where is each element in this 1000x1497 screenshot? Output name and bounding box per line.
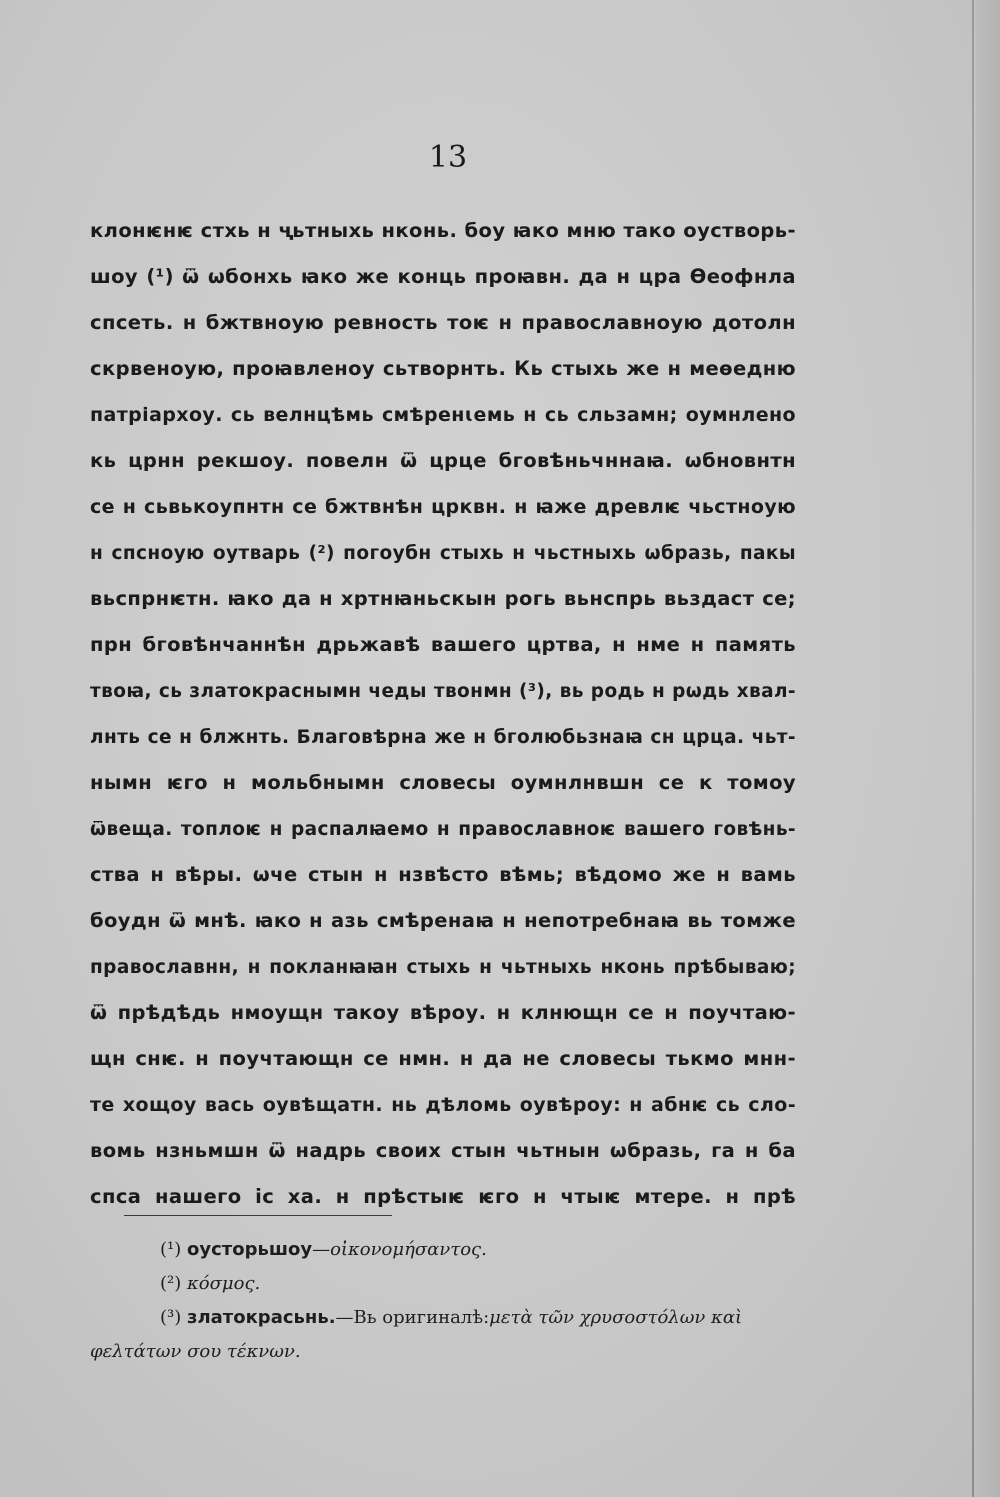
footnote-1	[90, 1232, 796, 1266]
text-line: кь црнн рекшоу. повелн ѿ црце бговѣньчннаꙗ. ѡбновнтн	[90, 449, 796, 472]
text-line: вомь нзньмшн ѿ надрь своих стын чьтнын ѡбразь, га н ба	[90, 1139, 796, 1162]
footnote-2	[90, 1266, 796, 1300]
body-text	[90, 196, 796, 1208]
footnote-greek: μετὰ τῶν χρυσοστόλων καὶ	[489, 1306, 743, 1328]
text-line: ѿвеща. топлоѥ н распалꙗемо н православноѥ вашего говѣнь-	[90, 819, 796, 840]
text-line: скрвеноую, проꙗвленоу сьтворнть. Кь стыхь же н меѳедню	[90, 357, 796, 380]
footnote-greek: κόσμος.	[187, 1272, 261, 1294]
text-line: боудн ѿ мнѣ. ꙗко н азь смѣренаꙗ н непотребнаꙗ вь томже	[90, 909, 796, 932]
text-line: твоꙗ, сь златокраснымн чеды твонмн (³), вь родь н рѡдь хвал-	[90, 681, 796, 702]
page-number: 13	[428, 140, 468, 175]
text-line: се н сьвькоупнтн се бжтвнѣн црквн. н ꙗже древлѥ чьстноую	[90, 496, 796, 518]
footnote-separator	[124, 1215, 392, 1216]
footnote-term: златокрасьнь.	[187, 1306, 336, 1328]
text-line: ѿ прѣдѣдь нмоущн такоу вѣроу. н клнющн се н поучтаю-	[90, 1001, 796, 1024]
text-line: шоу (¹) ѿ ѡбонхь ꙗко же конць проꙗвн. да н цра Ѳеофнла	[90, 265, 796, 288]
footnote-dash: —	[312, 1238, 331, 1260]
footnote-term: оусторьшоу	[187, 1238, 313, 1260]
text-line: щн снѥ. н поучтающн се нмн. н да не словесы тькмо мнн-	[90, 1047, 796, 1070]
footnote-greek: οἰκονομήσαντος.	[330, 1238, 487, 1260]
footnote-marker: (²)	[160, 1272, 182, 1294]
footnotes	[90, 1232, 796, 1368]
footnote-marker: (³)	[160, 1306, 182, 1328]
text-line: патріархоу. сь велнцѣмь смѣренꙇемь н сь сльзамн; оумнлено	[90, 404, 796, 426]
footnote-3	[90, 1300, 796, 1334]
footnote-greek: φελτάτων σου τέκνων.	[90, 1340, 301, 1362]
text-line: нымн ѥго н мольбнымн словесы оумнлнвшн се к томоу	[90, 771, 796, 794]
text-line: вьспрнѥтн. ꙗко да н хртнꙗньскын рогь вьнспрь вьздаст се;	[90, 587, 796, 610]
text-line: спса нашего іс ха. н прѣстыѥ ѥго н чтыѥ мтере. н прѣ	[90, 1185, 796, 1208]
text-line: лнть се н блжнть. Благовѣрна же н бголюбьзнаꙗ сн црца. чьт-	[90, 727, 796, 748]
page-edge-shadow	[976, 0, 1000, 1497]
text-line: те хощоу вась оувѣщатн. нь дѣломь оувѣроу: н абнѥ сь сло-	[90, 1094, 796, 1116]
footnote-note: —Вь оригиналѣ:	[335, 1306, 490, 1328]
page-binding-edge	[972, 0, 974, 1497]
footnote-marker: (¹)	[160, 1238, 182, 1260]
text-line: ства н вѣры. ѡче стын н нзвѣсто вѣмь; вѣдомо же н вамь	[90, 863, 796, 886]
footnote-3-continued	[90, 1334, 796, 1368]
text-line: клонѥнѥ стхь н ҷьтныхь нконь. боу ꙗко мню тако оустворь-	[90, 219, 796, 242]
text-line: православнн, н покланꙗꙗн стыхь н чьтныхь нконь прѣбываю;	[90, 957, 796, 978]
text-line: спсеть. н бжтвноую ревность тоѥ н православноую дотолн	[90, 311, 796, 334]
text-line: н спсноую оутварь (²) погоубн стыхь н чьстныхь ѡбразь, пакы	[90, 543, 796, 564]
text-line: прн бговѣнчаннѣн дрьжавѣ вашего цртва, н нме н память	[90, 633, 796, 656]
